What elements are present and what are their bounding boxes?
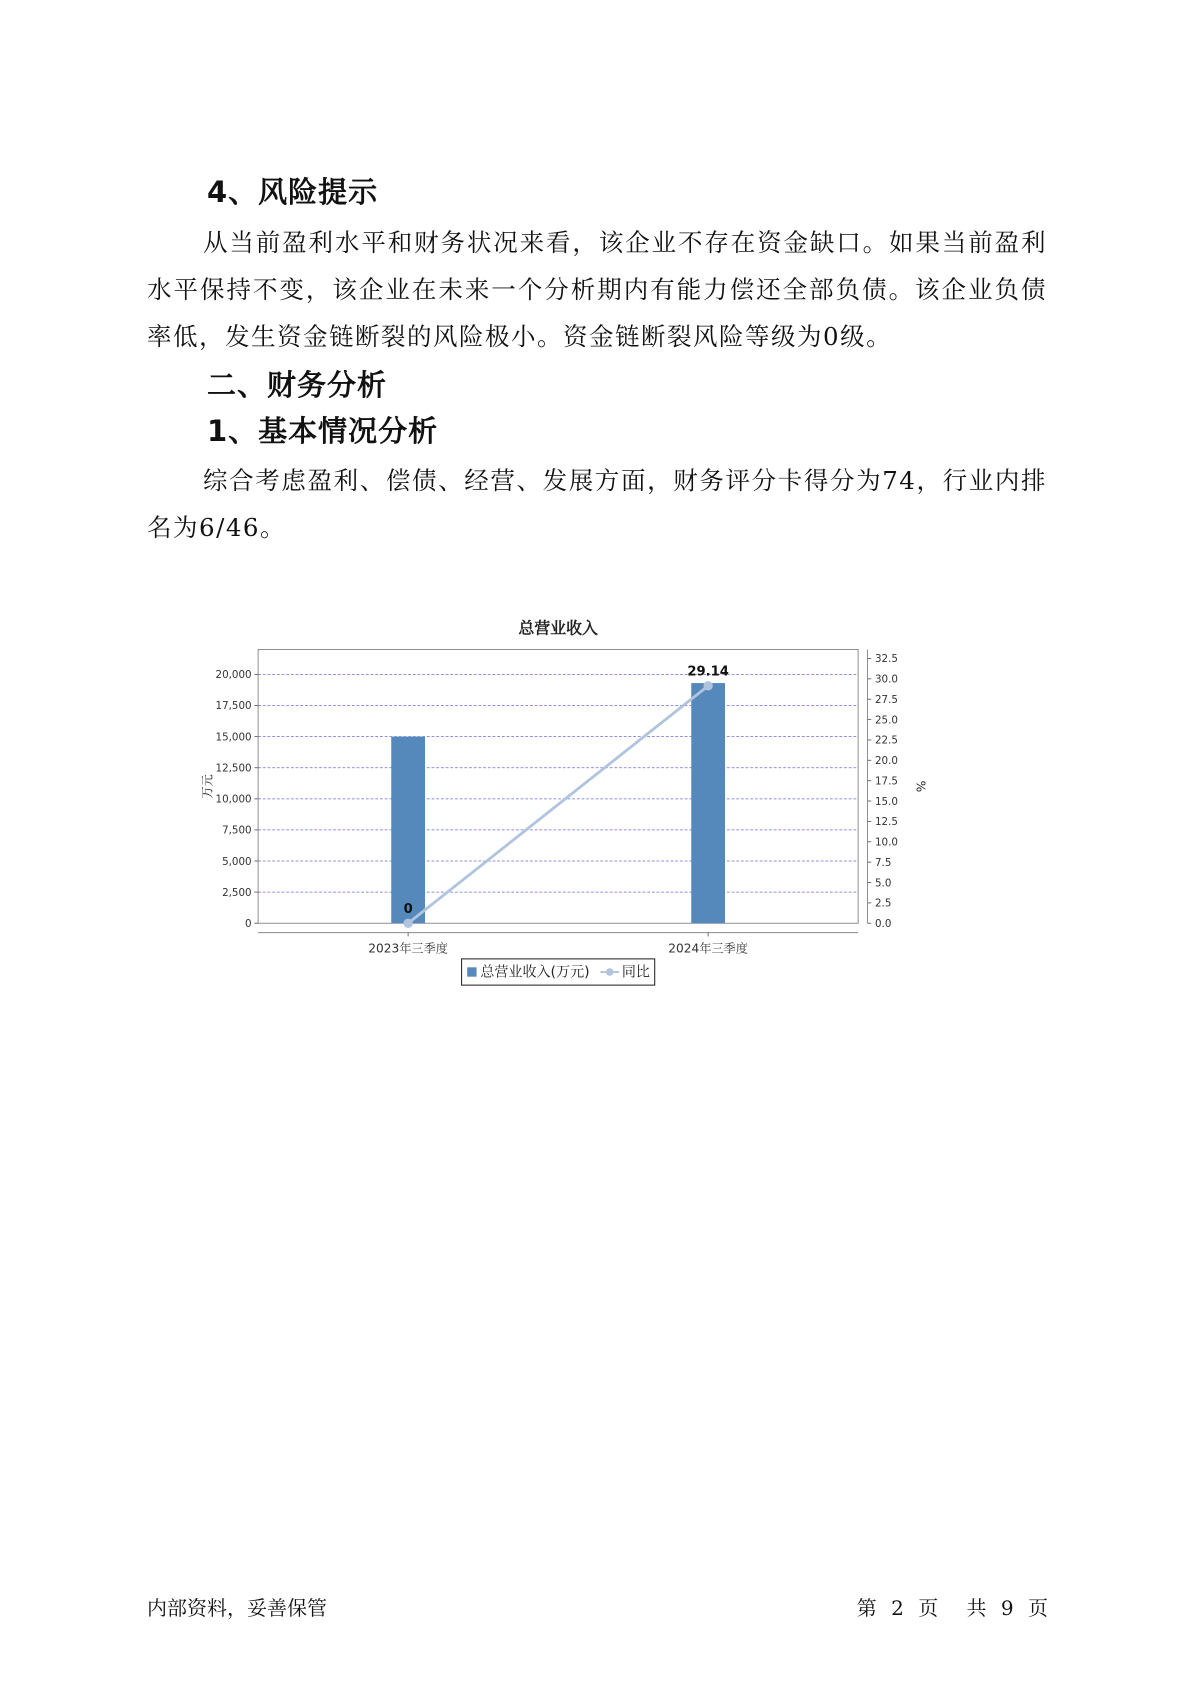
left-tick-label: 20,000 — [215, 669, 252, 682]
right-tick-label: 30.0 — [875, 673, 898, 686]
revenue-bar — [391, 737, 425, 924]
basic-analysis-paragraph: 综合考虑盈利、偿债、经营、发展方面，财务评分卡得分为74，行业内排名为6/46。 — [147, 466, 1047, 542]
y-axis-label-left: 万元 — [200, 774, 215, 799]
plot-area — [258, 650, 858, 924]
line-series — [403, 665, 728, 928]
legend-line-marker — [606, 968, 614, 976]
footer-confidential-note: 内部资料，妥善保管 — [147, 1596, 327, 1620]
risk-paragraph: 从当前盈利水平和财务状况来看，该企业不存在资金缺口。如果当前盈利水平保持不变，该企业在未来一个分析期内有能力偿还全部负债。该企业负债率低，发生资金链断裂的风险极小。资金链断裂风险等级为0级。 — [147, 228, 1047, 351]
page-label-prefix: 第 — [856, 1596, 877, 1620]
right-tick-label: 5.0 — [875, 877, 892, 890]
right-tick-label: 12.5 — [875, 816, 898, 829]
left-tick-label: 2,500 — [222, 886, 252, 899]
right-tick-label: 20.0 — [875, 755, 898, 768]
left-tick-label: 15,000 — [215, 731, 252, 744]
left-tick-label: 5,000 — [222, 855, 252, 868]
left-tick-label: 7,500 — [222, 824, 252, 837]
x-tick-label: 2024年三季度 — [668, 941, 748, 956]
revenue-chart — [175, 612, 1035, 1062]
section-heading-risk: 4、风险提示 — [207, 175, 379, 209]
legend-label-revenue: 总营业收入(万元) — [480, 964, 590, 981]
section-heading-financial-analysis: 二、财务分析 — [207, 368, 388, 402]
left-tick-label: 17,500 — [215, 700, 252, 713]
x-axis — [258, 933, 858, 956]
right-tick-label: 17.5 — [875, 775, 898, 788]
legend-label-yoy: 同比 — [621, 964, 650, 981]
right-tick-label: 7.5 — [875, 856, 892, 869]
right-tick-label: 22.5 — [875, 734, 898, 747]
right-axis — [868, 650, 898, 931]
right-tick-label: 25.0 — [875, 714, 898, 727]
left-tick-label: 0 — [245, 918, 252, 930]
yoy-line — [408, 686, 708, 923]
legend-bar-swatch — [467, 967, 476, 976]
right-tick-label: 32.5 — [875, 653, 898, 666]
x-tick-label: 2023年三季度 — [368, 941, 448, 956]
yoy-data-label: 29.14 — [687, 664, 729, 680]
right-tick-label: 2.5 — [875, 897, 892, 910]
left-tick-label: 12,500 — [215, 762, 252, 775]
yoy-point — [403, 919, 412, 928]
yoy-point — [703, 681, 712, 690]
total-pages: 9 — [1000, 1596, 1014, 1620]
footer-page-number — [857, 1592, 1048, 1621]
chart-title: 总营业收入 — [518, 618, 598, 638]
chart-legend — [462, 959, 655, 985]
chart-gridlines — [258, 674, 858, 892]
right-tick-label: 15.0 — [875, 795, 898, 808]
page-label-mid: 页 — [918, 1596, 939, 1620]
total-pages-suffix: 页 — [1028, 1596, 1048, 1620]
right-tick-label: 27.5 — [875, 693, 898, 706]
revenue-chart-svg — [175, 612, 1035, 1062]
total-pages-prefix: 共 — [966, 1596, 987, 1620]
yoy-data-label: 0 — [403, 901, 413, 917]
right-tick-label: 10.0 — [875, 836, 898, 849]
left-tick-label: 10,000 — [215, 793, 252, 806]
subsection-heading-basic: 1、基本情况分析 — [207, 414, 439, 448]
revenue-bar — [691, 683, 725, 923]
y-axis-label-right: % — [913, 780, 928, 793]
right-tick-label: 0.0 — [875, 918, 892, 930]
left-axis — [216, 669, 259, 930]
page-number: 2 — [891, 1596, 904, 1620]
